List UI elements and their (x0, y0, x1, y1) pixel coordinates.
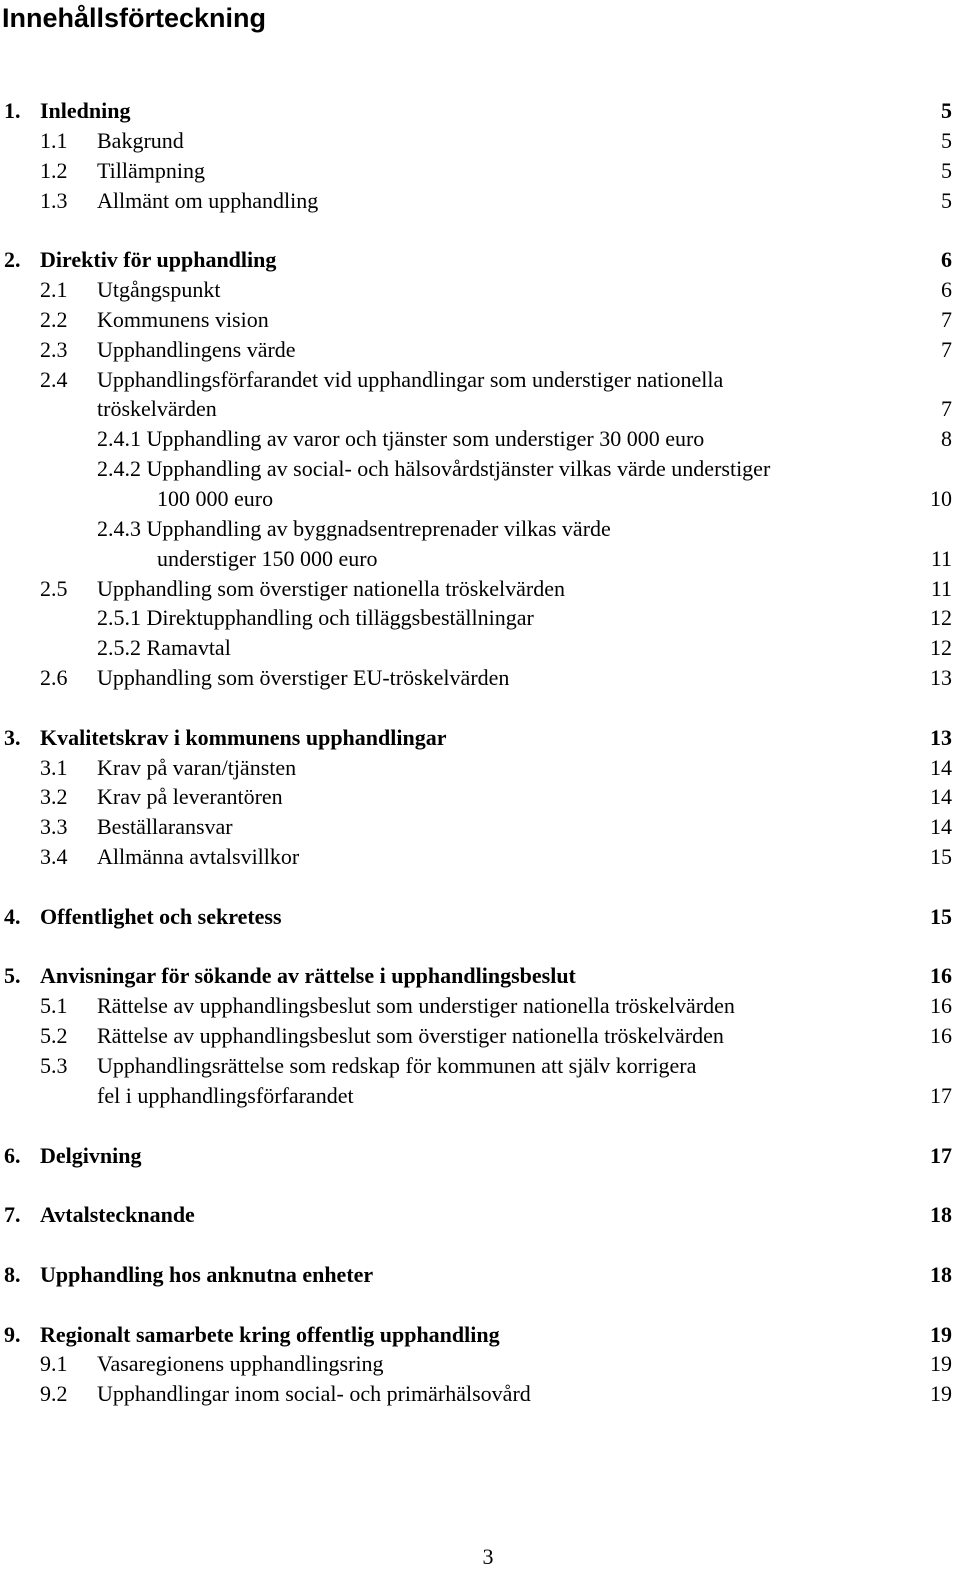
toc-entry-page: 12 (930, 635, 952, 661)
toc-entry[interactable] (0, 305, 960, 335)
toc-entry-number: 3.1 (40, 754, 68, 780)
toc-entry[interactable] (0, 603, 960, 633)
toc-entry-title: Vasaregionens upphandlingsring (97, 1351, 384, 1377)
toc-entry[interactable] (0, 842, 960, 872)
toc-entry-number: 3.2 (40, 784, 68, 810)
toc-entry-number: 2.5 (40, 575, 68, 601)
toc-entry-title: Delgivning (40, 1142, 142, 1168)
toc-entry-page: 18 (930, 1202, 952, 1228)
toc-entry-page: 5 (941, 98, 952, 123)
toc-entry[interactable] (0, 245, 960, 275)
toc-entry-title: Upphandlingar inom social- och primärhälsovård (97, 1381, 531, 1407)
toc-entry-number: 5.3 (40, 1053, 68, 1078)
toc-entry-title: Utgångspunkt (97, 277, 221, 303)
toc-entry[interactable] (0, 156, 960, 186)
toc-entry[interactable] (0, 574, 960, 604)
toc-entry-page: 14 (930, 754, 952, 780)
toc-entry[interactable] (0, 723, 960, 753)
toc-entry-page: 19 (930, 1351, 952, 1377)
toc-entry-number: 1.3 (40, 187, 68, 213)
table-of-contents (0, 96, 960, 1409)
toc-entry-number: 2.2 (40, 306, 68, 332)
toc-entry-title: Beställaransvar (97, 814, 233, 840)
toc-entry-title: tröskelvärden (97, 396, 217, 422)
toc-entry-title: Upphandling hos anknutna enheter (40, 1261, 374, 1287)
toc-entry[interactable] (0, 335, 960, 365)
toc-entry-number: 7. (4, 1202, 21, 1228)
toc-entry-title: Upphandlingsrättelse som redskap för kommunen att själv korrigera (97, 1053, 697, 1078)
toc-entry[interactable] (0, 902, 960, 932)
toc-entry-title: Offentlighet och sekretess (40, 903, 282, 929)
toc-entry[interactable] (0, 812, 960, 842)
toc-entry[interactable] (0, 1320, 960, 1350)
toc-entry-title: 2.4.1 Upphandling av varor och tjänster som understiger 30 000 euro (97, 426, 705, 452)
toc-entry-page: 11 (930, 575, 952, 601)
toc-entry-title: Direktiv för upphandling (40, 247, 277, 273)
toc-entry-title: Anvisningar för sökande av rättelse i upphandlingsbeslut (40, 963, 576, 989)
toc-entry-number: 2.4 (40, 366, 68, 392)
toc-entry[interactable] (0, 633, 960, 663)
toc-entry[interactable] (0, 544, 960, 574)
toc-entry-page: 15 (930, 903, 952, 929)
toc-entry-page: 11 (930, 545, 952, 571)
toc-entry[interactable] (0, 1141, 960, 1171)
toc-entry[interactable] (0, 663, 960, 693)
toc-entry-page: 13 (930, 724, 952, 750)
toc-entry-number: 9.1 (40, 1351, 68, 1377)
toc-entry-number: 9. (4, 1321, 21, 1347)
toc-entry-page: 6 (941, 277, 952, 303)
toc-entry-page: 6 (941, 247, 952, 273)
toc-entry[interactable] (0, 1021, 960, 1051)
toc-entry-title: Upphandling som överstiger EU-tröskelvärden (97, 665, 510, 691)
toc-entry-number: 9.2 (40, 1381, 68, 1407)
toc-entry-page: 12 (930, 605, 952, 631)
toc-entry[interactable] (0, 961, 960, 991)
toc-entry-number: 2.3 (40, 336, 68, 362)
toc-entry-title: 2.5.2 Ramavtal (97, 635, 231, 661)
page-title: Innehållsförteckning (2, 3, 267, 33)
toc-entry-title: 2.5.1 Direktupphandling och tilläggsbeställningar (97, 605, 534, 631)
toc-entry[interactable] (0, 782, 960, 812)
toc-entry-number: 3.3 (40, 814, 68, 840)
toc-entry-title: Krav på leverantören (97, 784, 283, 810)
toc-entry[interactable] (0, 1051, 960, 1081)
toc-entry-number: 5. (4, 963, 21, 989)
toc-entry-number: 3. (4, 724, 21, 750)
toc-entry-page: 5 (941, 157, 952, 183)
toc-entry-title: Rättelse av upphandlingsbeslut som understiger nationella tröskelvärden (97, 993, 735, 1019)
toc-entry-page: 7 (941, 306, 952, 332)
toc-entry-page: 16 (930, 993, 952, 1019)
toc-entry[interactable] (0, 484, 960, 514)
toc-entry-title: Rättelse av upphandlingsbeslut som överstiger nationella tröskelvärden (97, 1023, 724, 1049)
toc-entry-page: 19 (930, 1321, 952, 1347)
toc-entry-title: Avtalstecknande (40, 1202, 195, 1228)
toc-entry[interactable] (0, 1379, 960, 1409)
toc-entry-number: 5.1 (40, 993, 68, 1019)
toc-entry-page: 19 (930, 1381, 952, 1407)
toc-entry-page: 5 (941, 187, 952, 213)
toc-entry-number: 1.2 (40, 157, 68, 183)
toc-entry-title: understiger 150 000 euro (157, 545, 378, 571)
toc-entry-title: Allmänt om upphandling (97, 187, 319, 213)
toc-entry-number: 8. (4, 1261, 21, 1287)
toc-entry-page: 15 (930, 844, 952, 870)
toc-entry-title: Upphandling som överstiger nationella tröskelvärden (97, 575, 565, 601)
toc-entry-page: 7 (941, 396, 952, 422)
toc-entry[interactable] (0, 394, 960, 424)
toc-entry-title: Upphandlingsförfarandet vid upphandlingar som understiger nationella (97, 366, 724, 392)
toc-entry[interactable] (0, 365, 960, 395)
toc-entry-page: 14 (930, 814, 952, 840)
toc-entry-number: 4. (4, 903, 21, 929)
toc-entry-number: 1. (4, 98, 21, 123)
toc-entry[interactable] (0, 96, 960, 126)
toc-entry-page: 5 (941, 127, 952, 153)
toc-entry-page: 17 (930, 1082, 952, 1108)
toc-entry-number: 5.2 (40, 1023, 68, 1049)
toc-entry-title: Kommunens vision (97, 306, 269, 332)
toc-entry-title: 2.4.2 Upphandling av social- och hälsovårdstjänster vilkas värde understiger (97, 456, 771, 482)
toc-entry-title: Kvalitetskrav i kommunens upphandlingar (40, 724, 447, 750)
toc-entry[interactable] (0, 424, 960, 454)
toc-entry-page: 13 (930, 665, 952, 691)
toc-entry[interactable] (0, 1081, 960, 1111)
toc-entry-title: Allmänna avtalsvillkor (97, 844, 300, 870)
toc-entry-title: 100 000 euro (157, 485, 274, 511)
toc-entry-number: 2.1 (40, 277, 68, 303)
toc-entry-title: Regionalt samarbete kring offentlig upphandling (40, 1321, 500, 1347)
toc-entry-title: Tillämpning (97, 157, 205, 183)
toc-entry[interactable] (0, 1200, 960, 1230)
page-number: 3 (482, 1544, 494, 1569)
toc-entry-number: 1.1 (40, 127, 68, 153)
toc-entry-title: Bakgrund (97, 127, 184, 153)
toc-entry-number: 3.4 (40, 844, 68, 870)
toc-entry[interactable] (0, 1260, 960, 1290)
toc-entry-page: 16 (930, 1023, 952, 1049)
toc-entry[interactable] (0, 514, 960, 544)
toc-entry-number: 2. (4, 247, 21, 273)
toc-entry[interactable] (0, 186, 960, 216)
toc-entry-page: 14 (930, 784, 952, 810)
toc-entry-page: 7 (941, 336, 952, 362)
toc-entry-number: 2.6 (40, 665, 68, 691)
toc-entry-number: 6. (4, 1142, 21, 1168)
toc-entry[interactable] (0, 753, 960, 783)
toc-entry[interactable] (0, 126, 960, 156)
toc-entry-page: 16 (930, 963, 952, 989)
toc-entry-page: 17 (930, 1142, 952, 1168)
toc-entry[interactable] (0, 454, 960, 484)
toc-entry-title: Upphandlingens värde (97, 336, 296, 362)
toc-entry[interactable] (0, 1349, 960, 1379)
toc-entry-title: Inledning (40, 98, 131, 123)
toc-entry[interactable] (0, 991, 960, 1021)
toc-entry-title: fel i upphandlingsförfarandet (97, 1082, 354, 1108)
toc-entry-title: Krav på varan/tjänsten (97, 754, 297, 780)
toc-entry-page: 8 (941, 426, 952, 452)
toc-entry-title: 2.4.3 Upphandling av byggnadsentreprenader vilkas värde (97, 515, 611, 541)
toc-entry-page: 18 (930, 1261, 952, 1287)
toc-entry[interactable] (0, 275, 960, 305)
toc-entry-page: 10 (930, 485, 952, 511)
